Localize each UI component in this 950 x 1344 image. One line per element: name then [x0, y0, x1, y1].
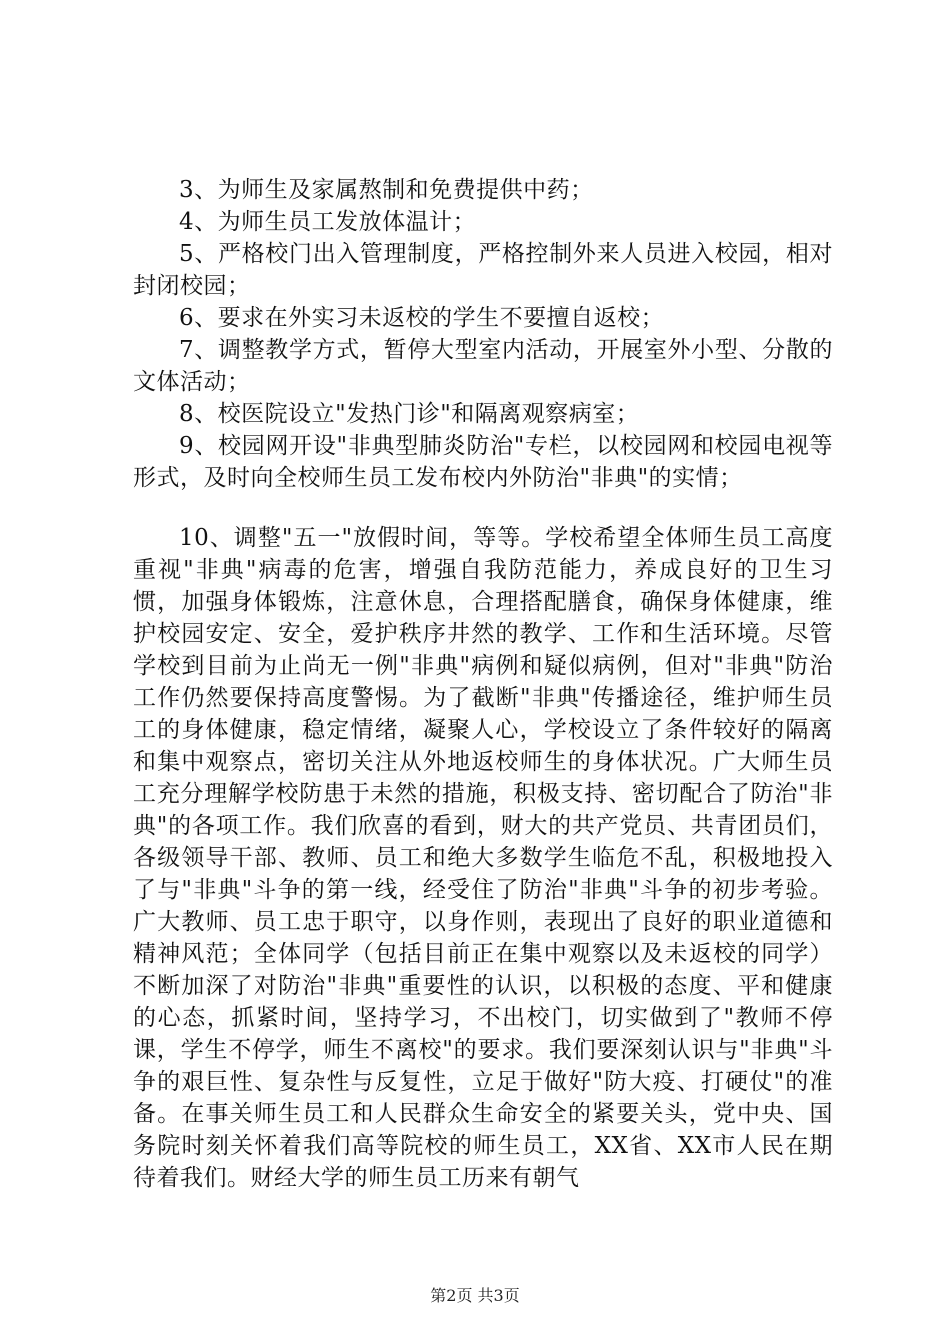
list-item: 6、要求在外实习未返校的学生不要擅自返校； [179, 305, 665, 331]
measures-list [133, 174, 833, 494]
list-item: 8、校医院设立"发热门诊"和隔离观察病室； [179, 401, 640, 427]
list-item: 3、为师生及家属熬制和免费提供中药； [179, 177, 594, 203]
list-item: 7、调整教学方式，暂停大型室内活动，开展室外小型、分散的文体活动； [133, 337, 833, 395]
page-number-footer: 第2页 共3页 [430, 1286, 520, 1305]
list-item: 4、为师生员工发放体温计； [179, 209, 477, 235]
document-body [133, 174, 833, 1194]
list-item: 5、严格校门出入管理制度，严格控制外来人员进入校园，相对封闭校园； [133, 241, 833, 299]
body-paragraph: 10、调整"五一"放假时间，等等。学校希望全体师生员工高度重视"非典"病毒的危害，增强自我防范能力，养成良好的卫生习惯，加强身体锻炼，注意休息，合理搭配膳食，确保身体健康，维护校园安定、安全，爱护秩序井然的教学、工作和生活环境。尽管学校到目前为止尚无一例"非典"病例和疑似病例，但对"非典"防治工作仍然要保持高度警惕。为了截断"非典"传播途径，维护师生员工的身体健康，稳定情绪，凝聚人心，学校设立了条件较好的隔离和集中观察点，密切关注从外地返校师生的身体状况。广大师生员工充分理解学校防患于未然的措施，积极支持、密切配合了防治"非典"的各项工作。我们欣喜的看到，财大的共产党员、共青团员们，各级领导干部、教师、员工和绝大多数学生临危不乱，积极地投入了与"非典"斗争的第一线，经受住了防治"非典"斗争的初步考验。广大教师、员工忠于职守，以身作则，表现出了良好的职业道德和精神风范；全体同学（包括目前正在集中观察以及未返校的同学）不断加深了对防治"非典"重要性的认识，以积极的态度、平和健康的心态，抓紧时间，坚持学习，不出校门，切实做到了"教师不停课，学生不停学，师生不离校"的要求。我们要深刻认识与"非典"斗争的艰巨性、复杂性与反复性，立足于做好"防大疫、打硬仗"的准备。在事关师生员工和人民群众生命安全的紧要关头，党中央、国务院时刻关怀着我们高等院校的师生员工，XX省、XX市人民在期待着我们。财经大学的师生员工历来有朝气 [133, 525, 833, 1191]
list-item: 9、校园网开设"非典型肺炎防治"专栏，以校园网和校园电视等形式，及时向全校师生员工发布校内外防治"非典"的实情； [133, 433, 833, 491]
